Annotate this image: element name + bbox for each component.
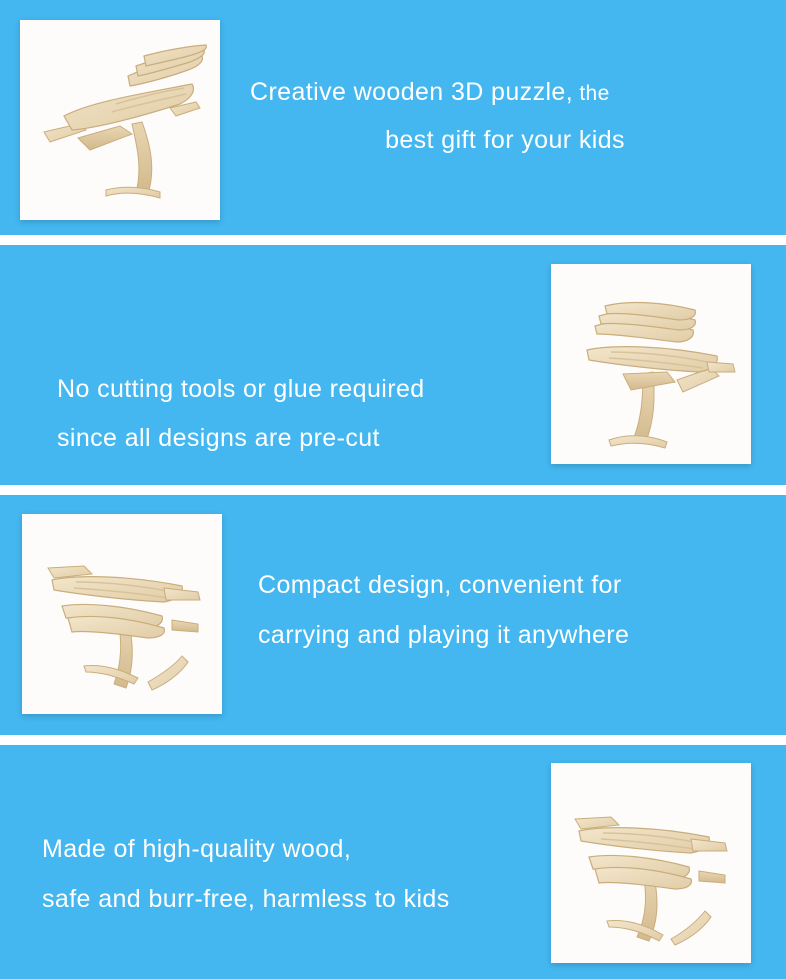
- wooden-plane-illustration: [551, 264, 751, 464]
- feature-section-3: [0, 495, 786, 735]
- product-image-1: [20, 20, 220, 220]
- product-image-3: [22, 514, 222, 714]
- feature-text-2: [57, 371, 527, 457]
- wooden-plane-illustration: [551, 763, 751, 963]
- feature-text-1-line1-tail: the: [573, 82, 610, 105]
- divider-1: [0, 235, 786, 245]
- feature-text-1-line2: best gift for your kids: [385, 126, 625, 155]
- product-image-2-inner: [551, 264, 751, 464]
- product-image-4: [551, 763, 751, 963]
- feature-text-3-line2: carrying and playing it anywhere: [258, 621, 630, 650]
- product-image-3-inner: [22, 514, 222, 714]
- feature-section-2: [0, 245, 786, 485]
- feature-text-4-line1: Made of high-quality wood,: [42, 835, 352, 863]
- feature-text-1-line1-main: Creative wooden 3D puzzle,: [250, 78, 574, 106]
- feature-text-2-line1: No cutting tools or glue required: [57, 375, 425, 403]
- feature-text-3-line1: Compact design, convenient for: [258, 571, 622, 599]
- feature-text-4: [42, 831, 542, 918]
- product-image-4-inner: [551, 763, 751, 963]
- feature-text-1-line1: [250, 74, 760, 110]
- feature-text-1: [250, 74, 760, 159]
- wooden-plane-illustration: [22, 514, 222, 714]
- feature-section-4: [0, 745, 786, 979]
- product-image-1-inner: [20, 20, 220, 220]
- feature-text-4-line2: safe and burr-free, harmless to kids: [42, 885, 450, 914]
- divider-3: [0, 735, 786, 745]
- feature-section-1: [0, 0, 786, 235]
- feature-text-3: [258, 567, 718, 654]
- feature-text-2-line2: since all designs are pre-cut: [57, 424, 380, 453]
- product-image-2: [551, 264, 751, 464]
- divider-2: [0, 485, 786, 495]
- wooden-plane-illustration: [20, 20, 220, 220]
